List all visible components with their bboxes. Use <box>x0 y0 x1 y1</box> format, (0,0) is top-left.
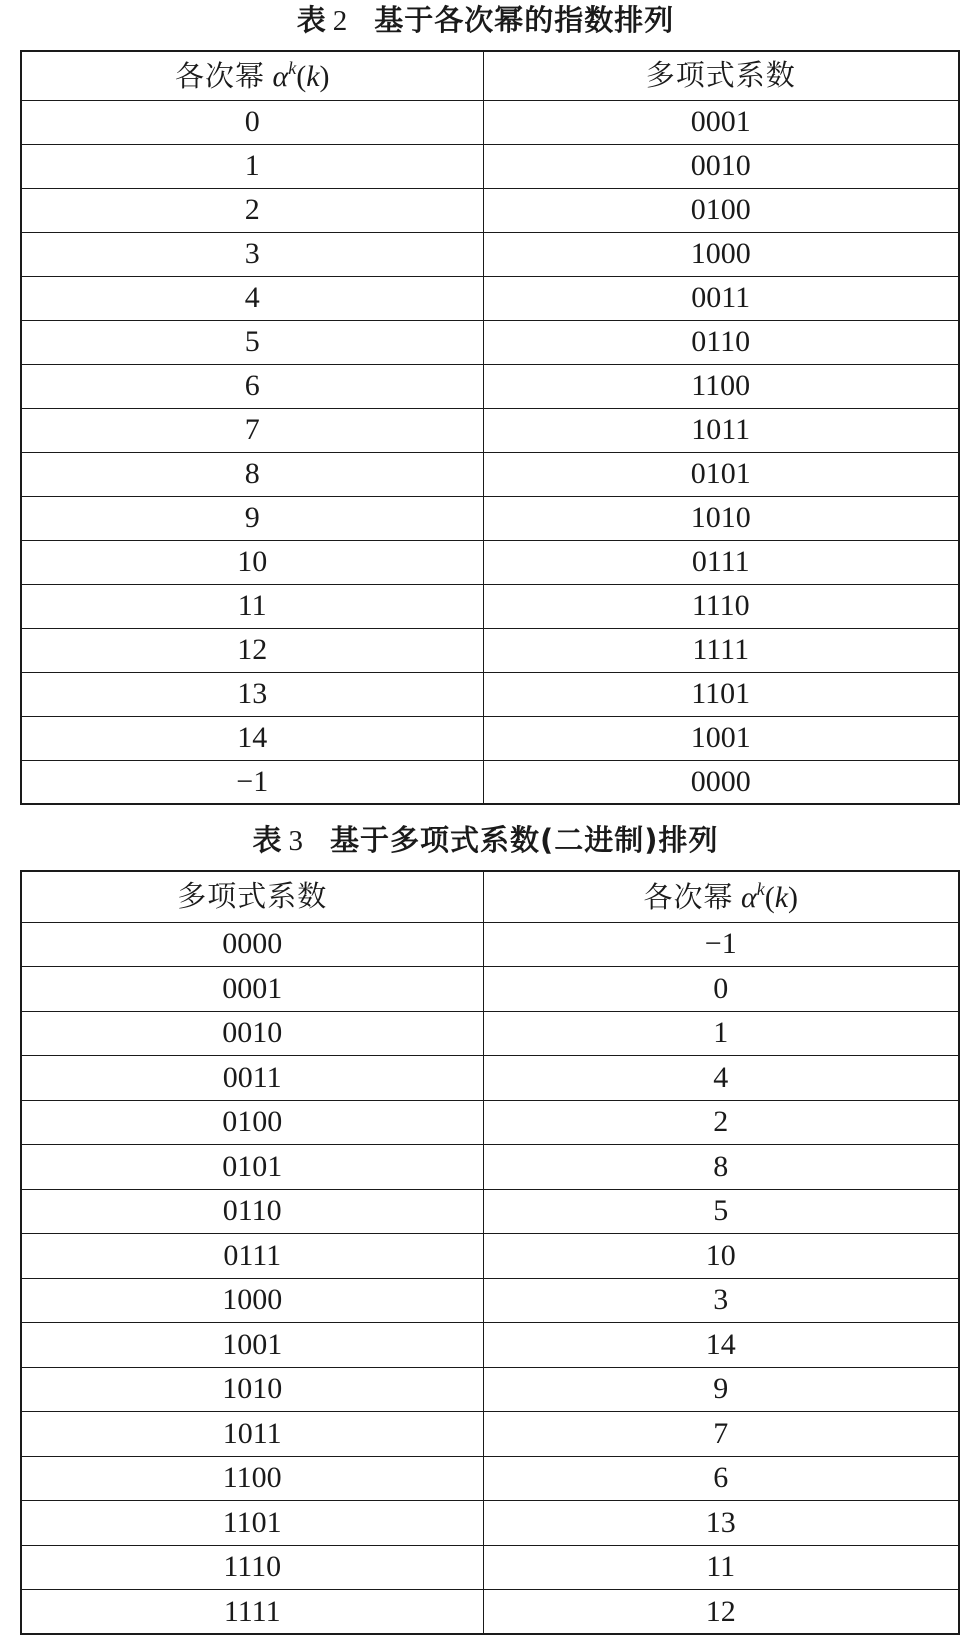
table-2-row <box>21 584 959 628</box>
table-3-row <box>21 1590 959 1635</box>
table-2-header-power-prefix: 各次幂 <box>174 59 265 94</box>
table-2-row <box>21 716 959 760</box>
table-3-header-power <box>483 871 959 922</box>
table-3-cell-power: 2 <box>483 1100 959 1145</box>
table-3-cell-power: 8 <box>483 1145 959 1190</box>
table-3-row <box>21 1234 959 1279</box>
table-3-row <box>21 1011 959 1056</box>
table-3-cell-power: −1 <box>483 922 959 967</box>
table-2-cell-power: 10 <box>21 540 483 584</box>
table-3-row <box>21 1100 959 1145</box>
table-2-caption <box>0 0 971 41</box>
table-3-cell-coef: 0101 <box>21 1145 483 1190</box>
table-3-cell-coef: 1110 <box>21 1545 483 1590</box>
table-2-row <box>21 276 959 320</box>
table-3-cell-power: 3 <box>483 1278 959 1323</box>
table-3-cell-power: 6 <box>483 1456 959 1501</box>
table-3-cell-coef: 1000 <box>21 1278 483 1323</box>
table-2-row <box>21 320 959 364</box>
table-2-cell-power: 1 <box>21 144 483 188</box>
table-3-row <box>21 1323 959 1368</box>
table-2-cell-coef: 1010 <box>483 496 959 540</box>
table-3-caption-text: 基于多项式系数(二进制)排列 <box>330 823 719 857</box>
table-2-cell-coef: 1011 <box>483 408 959 452</box>
table-2-cell-power: 14 <box>21 716 483 760</box>
table-2-cell-power: 0 <box>21 100 483 144</box>
table-3-cell-power: 10 <box>483 1234 959 1279</box>
table-2-cell-power: 9 <box>21 496 483 540</box>
table-3-caption-label: 表 <box>252 823 283 857</box>
table-2-cell-power: 7 <box>21 408 483 452</box>
table-3-cell-coef: 1011 <box>21 1412 483 1457</box>
table-3-header-row <box>21 871 959 922</box>
table-3-row <box>21 1056 959 1101</box>
table-3-cell-power: 1 <box>483 1011 959 1056</box>
table-3-row <box>21 1145 959 1190</box>
table-3-cell-coef: 0011 <box>21 1056 483 1101</box>
table-2-cell-power: 11 <box>21 584 483 628</box>
table-2-cell-coef: 0111 <box>483 540 959 584</box>
table-2-cell-power: 4 <box>21 276 483 320</box>
table-2-row <box>21 100 959 144</box>
table-3-cell-power: 11 <box>483 1545 959 1590</box>
table-2-cell-coef: 0101 <box>483 452 959 496</box>
table-3-cell-coef: 1100 <box>21 1456 483 1501</box>
table-2-cell-coef: 0001 <box>483 100 959 144</box>
table-2-row <box>21 364 959 408</box>
table-3 <box>20 870 960 1635</box>
table-2-cell-power: 12 <box>21 628 483 672</box>
table-3-cell-coef: 0010 <box>21 1011 483 1056</box>
table-3-cell-power: 7 <box>483 1412 959 1457</box>
table-3-header-power-base: α <box>740 881 757 915</box>
table-2-cell-coef: 1101 <box>483 672 959 716</box>
table-2-header-power-sup: k <box>288 58 297 79</box>
table-2-header-power-alpha <box>272 60 296 93</box>
table-3-cell-power: 13 <box>483 1501 959 1546</box>
table-2-cell-coef: 1111 <box>483 628 959 672</box>
table-3-cell-coef: 1101 <box>21 1501 483 1546</box>
table-2-caption-number: 2 <box>332 5 349 37</box>
table-3-row <box>21 1278 959 1323</box>
table-3-cell-coef: 0001 <box>21 967 483 1012</box>
table-2-cell-power: 6 <box>21 364 483 408</box>
table-2-header-power-var: k <box>306 60 320 94</box>
table-3-cell-power: 4 <box>483 1056 959 1101</box>
table-3-header-power-sup: k <box>756 879 765 900</box>
table-2-cell-power: 13 <box>21 672 483 716</box>
table-2-row <box>21 188 959 232</box>
table-3-cell-power: 5 <box>483 1189 959 1234</box>
table-3-body <box>21 922 959 1634</box>
table-2-cell-coef: 0110 <box>483 320 959 364</box>
table-3-header-coef <box>21 871 483 922</box>
table-3-caption-number: 3 <box>288 825 304 857</box>
table-3-cell-coef: 1001 <box>21 1323 483 1368</box>
table-2-cell-power: 3 <box>21 232 483 276</box>
table-3-row <box>21 1189 959 1234</box>
table-2-body <box>21 100 959 804</box>
table-3-cell-power: 12 <box>483 1590 959 1635</box>
table-3-cell-power: 9 <box>483 1367 959 1412</box>
table-2-header-power-close: ) <box>319 60 330 94</box>
table-2 <box>20 50 960 805</box>
table-2-cell-coef: 0011 <box>483 276 959 320</box>
table-2-cell-coef: 1110 <box>483 584 959 628</box>
table-2-row <box>21 408 959 452</box>
table-2-cell-power: 8 <box>21 452 483 496</box>
table-2-cell-power: 2 <box>21 188 483 232</box>
table-2-cell-coef: 0100 <box>483 188 959 232</box>
table-3-row <box>21 922 959 967</box>
table-3-header-power-var: k <box>774 881 789 915</box>
table-2-row <box>21 628 959 672</box>
table-2-cell-coef: 1000 <box>483 232 959 276</box>
table-3-cell-power: 0 <box>483 967 959 1012</box>
table-2-row <box>21 540 959 584</box>
table-2-row <box>21 760 959 804</box>
table-3-cell-coef: 0111 <box>21 1234 483 1279</box>
table-3-header-power-prefix: 各次幂 <box>643 880 734 915</box>
table-3-cell-coef: 1010 <box>21 1367 483 1412</box>
table-2-header-power-base: α <box>272 60 289 94</box>
table-3-header-power-alpha <box>741 881 765 914</box>
table-3-header-power-open: ( <box>764 881 775 915</box>
table-2-header-coef <box>483 51 959 100</box>
table-3-cell-power: 14 <box>483 1323 959 1368</box>
table-2-row <box>21 452 959 496</box>
table-2-header-coef-label: 多项式系数 <box>645 57 796 92</box>
table-3-row <box>21 1545 959 1590</box>
table-3-row <box>21 1412 959 1457</box>
table-2-row <box>21 672 959 716</box>
table-3-row <box>21 1456 959 1501</box>
table-2-caption-text: 基于各次幂的指数排列 <box>374 3 675 37</box>
table-3-cell-coef: 1111 <box>21 1590 483 1635</box>
table-3-cell-coef: 0110 <box>21 1189 483 1234</box>
table-2-cell-power: −1 <box>21 760 483 804</box>
table-2-header-power-open: ( <box>296 60 307 94</box>
table-2-header-row <box>21 51 959 100</box>
table-3-row <box>21 1501 959 1546</box>
table-3-row <box>21 1367 959 1412</box>
table-2-cell-coef: 1100 <box>483 364 959 408</box>
table-2-row <box>21 232 959 276</box>
table-3-header-power-close: ) <box>788 881 799 915</box>
table-2-caption-label: 表 <box>296 3 327 37</box>
table-2-row <box>21 144 959 188</box>
table-3-caption <box>0 820 971 861</box>
table-2-cell-coef: 1001 <box>483 716 959 760</box>
table-3-cell-coef: 0000 <box>21 922 483 967</box>
table-3-header-coef-label: 多项式系数 <box>177 878 328 913</box>
table-3-cell-coef: 0100 <box>21 1100 483 1145</box>
table-2-cell-coef: 0000 <box>483 760 959 804</box>
table-3-row <box>21 967 959 1012</box>
table-2-row <box>21 496 959 540</box>
table-2-cell-power: 5 <box>21 320 483 364</box>
table-2-header-power <box>21 51 483 100</box>
table-2-cell-coef: 0010 <box>483 144 959 188</box>
